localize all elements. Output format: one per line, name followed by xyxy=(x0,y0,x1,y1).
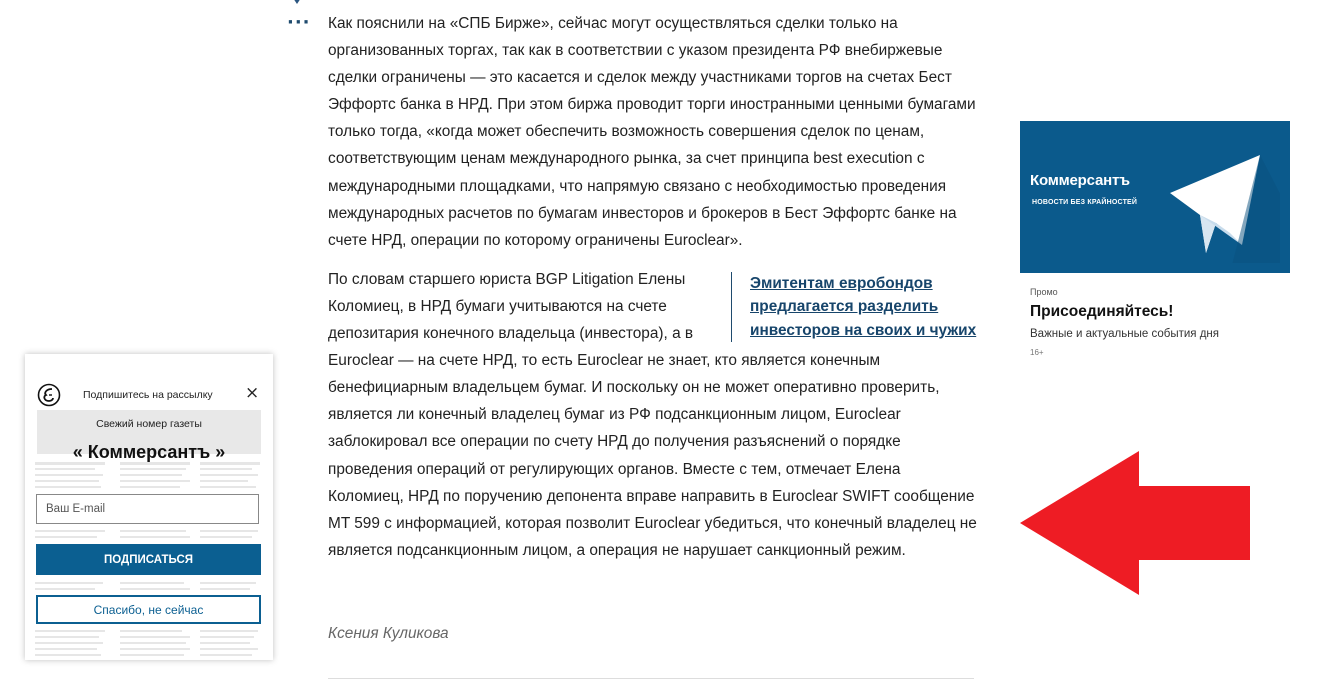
kommersant-logo-icon xyxy=(37,383,61,407)
newsletter-popup xyxy=(25,354,273,660)
article-paragraph: По словам старшего юриста BGP Litigation Елены Коломиец, в НРД бумаги учитываются на счете депозитария конечного владельца (инвестора), а в Euroclear — на счете НРД, то есть Euroclear не знает, кто является конечным бенефициарным владельцем бумаг. И поскольку он не может оперативно проверить, является ли конечный владелец бумаг из РФ подсанкционным лицом, Euroclear заблокировал все операции по счету НРД до получения разъяснений о порядке проведения операций от регулирующих органов. Вместе с тем, отмечает Елена Коломиец, НРД по поручению депонента вправе направить в Euroclear SWIFT сообщение MT 599 с информацией, которая позволит Euroclear убедиться, что конечный владелец не является подсанкционным лицом, а операция не нарушает санкционный режим. xyxy=(328,270,977,559)
popup-header-text: Подпишитесь на рассылку xyxy=(83,389,213,401)
popup-brand-title: « Коммерсантъ » xyxy=(72,442,226,462)
telegram-plane-icon xyxy=(1170,153,1280,263)
popup-subtitle: Свежий номер газеты xyxy=(96,418,202,430)
red-arrow-annotation xyxy=(1020,451,1252,596)
related-article-link[interactable]: Эмитентам евробондов предлагается разделить инвесторов на своих и чужих xyxy=(750,274,977,339)
email-input[interactable] xyxy=(36,494,259,524)
article-body xyxy=(328,10,978,576)
article-paragraph-block xyxy=(328,266,978,564)
popup-header xyxy=(37,381,263,409)
subscribe-button[interactable]: ПОДПИСАТЬСЯ xyxy=(36,544,261,575)
related-article-box xyxy=(731,272,978,343)
promo-description: Важные и актуальные события дня xyxy=(1030,328,1219,340)
promo-tagline: НОВОСТИ БЕЗ КРАЙНОСТЕЙ xyxy=(1032,199,1138,206)
more-options-icon[interactable]: ··· xyxy=(287,12,311,33)
age-rating-badge: 16+ xyxy=(1030,348,1044,357)
promo-logo: Коммерсантъ xyxy=(1030,172,1130,189)
close-icon[interactable]: × xyxy=(245,383,260,403)
promo-title[interactable]: Присоединяйтесь! xyxy=(1030,303,1174,320)
collapse-caret-icon xyxy=(293,0,301,4)
promo-banner[interactable] xyxy=(1020,121,1290,273)
article-paragraph: Как пояснили на «СПБ Бирже», сейчас могут осуществляться сделки только на организованных торгах, так как в соответствии с указом президента РФ внебиржевые сделки ограничены — это касается и сделок между участниками торгов на счетах Бест Эффортс банка в НРД. При этом биржа проводит торги иностранными ценными бумагами только тогда, «когда может обеспечить возможность совершения сделок по ценам, соответствующим ценам международного рынка, за счет принципа best execution с международными площадками, что напрямую связано с необходимостью проведения международных расчетов по бумагам инвесторов и брокеров в Бест Эффортс банке на счете НРД, операции по которому ограничены Euroclear». xyxy=(328,15,976,249)
promo-label: Промо xyxy=(1030,287,1058,297)
article-author: Ксения Куликова xyxy=(328,625,449,642)
not-now-button[interactable]: Спасибо, не сейчас xyxy=(36,595,261,624)
article-divider xyxy=(328,678,974,679)
